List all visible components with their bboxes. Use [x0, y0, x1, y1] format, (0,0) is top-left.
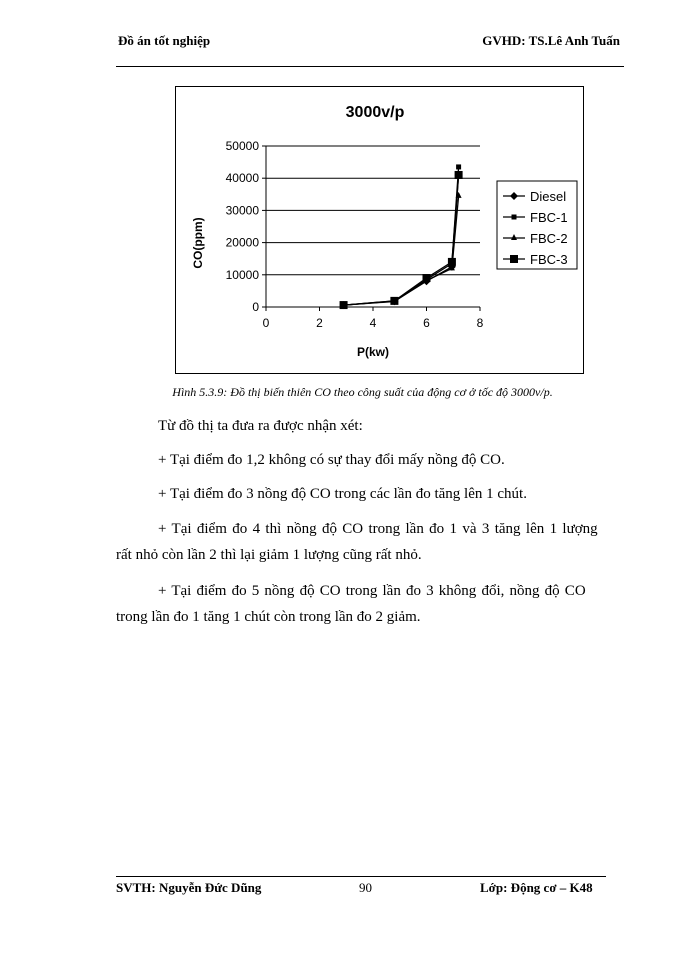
paragraph-point-1-2: + Tại điểm đo 1,2 không có sự thay đổi mấy nồng độ CO. [158, 452, 505, 468]
legend-marker-fbc-3 [510, 255, 518, 263]
paragraph-point-5-line1: + Tại điểm đo 5 nồng độ CO trong lần đo 3 không đổi, nồng độ CO [158, 583, 586, 599]
header-supervisor: GVHD: TS.Lê Anh Tuấn [482, 33, 620, 48]
paragraph-point-4-line2: rất nhỏ còn lần 2 thì lại giảm 1 lượng cũng rất nhỏ. [116, 547, 422, 563]
data-point-fbc-3 [390, 297, 398, 305]
y-tick-label: 40000 [225, 171, 259, 186]
figure-caption: Hình 5.3.9: Đồ thị biến thiên CO theo công suất của động cơ ở tốc độ 3000v/p. [172, 385, 553, 399]
chart-ylabel: CO(ppm) [191, 217, 205, 269]
data-point-fbc-1 [456, 164, 461, 169]
x-tick-label: 8 [476, 316, 484, 330]
y-tick-label: 50000 [225, 139, 259, 153]
data-point-fbc-3 [423, 274, 431, 282]
data-point-fbc-3 [340, 301, 348, 309]
footer-rule [116, 876, 606, 877]
chart-xlabel: P(kw) [356, 345, 390, 359]
legend-label-fbc-1: FBC-1 [530, 210, 568, 225]
y-tick-label: 0 [252, 300, 259, 314]
x-tick-label: 4 [369, 316, 377, 330]
legend-label-fbc-3: FBC-3 [530, 252, 568, 267]
paragraph-point-5-line2: trong lần đo 1 tăng 1 chút còn trong lần đo 2 giảm. [116, 609, 421, 625]
y-tick-label: 30000 [225, 203, 259, 218]
footer-student: SVTH: Nguyễn Đức Dũng [116, 880, 262, 895]
header-rule [116, 66, 624, 67]
co-chart [175, 86, 584, 374]
chart-container [175, 86, 584, 374]
header-doc-title: Đồ án tốt nghiệp [118, 33, 211, 48]
data-point-fbc-3 [448, 258, 456, 266]
x-tick-label: 2 [316, 316, 323, 330]
data-point-fbc-3 [455, 171, 463, 179]
y-tick-label: 10000 [225, 267, 259, 282]
paragraph-point-3: + Tại điểm đo 3 nồng độ CO trong các lần đo tăng lên 1 chút. [158, 486, 527, 502]
footer-class: Lớp: Động cơ – K48 [480, 880, 593, 895]
legend-marker-fbc-1 [512, 215, 517, 220]
x-tick-label: 6 [423, 316, 430, 330]
legend-label-fbc-2: FBC-2 [530, 231, 568, 246]
paragraph-intro: Từ đồ thị ta đưa ra được nhận xét: [158, 418, 363, 434]
paragraph-point-4-line1: + Tại điểm đo 4 thì nồng độ CO trong lần đo 1 và 3 tăng lên 1 lượng [158, 521, 598, 537]
footer-page-number: 90 [359, 880, 372, 895]
legend-label-diesel: Diesel [530, 189, 567, 204]
x-tick-label: 0 [262, 316, 270, 330]
chart-title: 3000v/p [345, 104, 405, 121]
y-tick-label: 20000 [225, 235, 259, 250]
